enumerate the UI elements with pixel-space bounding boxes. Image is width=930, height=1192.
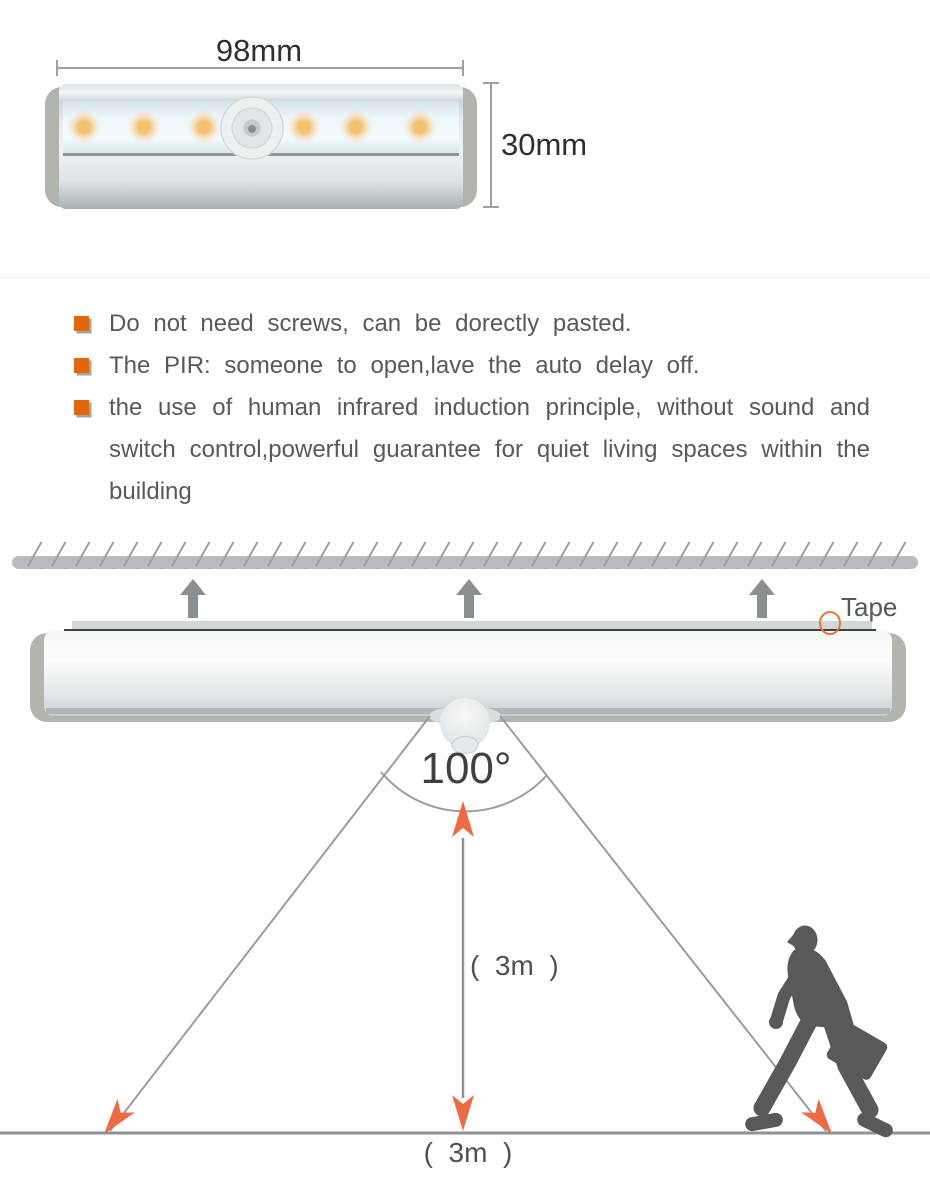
measure-arrowheads — [95, 801, 840, 1141]
bullet-square-icon — [74, 400, 89, 415]
detection-angle-label: 100° — [420, 744, 512, 793]
pir-sensor-front — [221, 97, 283, 159]
bullet-square-icon — [74, 358, 89, 373]
orange-arrowhead-icon — [452, 801, 474, 837]
light-bar-front-view — [45, 84, 477, 209]
ceiling-hatching — [22, 542, 912, 569]
mounting-height-label: ( 3m ) — [470, 950, 559, 981]
feature-item — [74, 303, 870, 345]
up-arrow-icon — [749, 579, 775, 618]
light-bar-side-view — [30, 612, 906, 754]
mounting-arrows — [180, 579, 775, 618]
width-dimension-label: 98mm — [215, 33, 303, 68]
tape-label: Tape — [841, 592, 898, 622]
feature-text: the use of human infrared induction principle, without sound and switch control,powerful guarantee for quiet living spaces within the building — [109, 394, 870, 505]
orange-arrowhead-icon — [452, 1095, 474, 1131]
ceiling — [12, 542, 918, 569]
section-divider — [0, 277, 930, 278]
feature-item — [74, 387, 870, 513]
detection-range-label: ( 3m ) — [423, 1137, 513, 1168]
feature-text: Do not need screws, can be dorectly pasted. — [109, 310, 632, 337]
installation-diagram — [0, 530, 930, 1192]
feature-list — [74, 303, 870, 513]
up-arrow-icon — [180, 579, 206, 618]
height-dimension-line — [483, 83, 499, 207]
up-arrow-icon — [456, 579, 482, 618]
feature-item — [74, 345, 870, 387]
bullet-square-icon — [74, 316, 89, 331]
height-dimension-label: 30mm — [501, 127, 588, 162]
adhesive-tape-strip — [72, 621, 872, 630]
feature-text: The PIR: someone to open,lave the auto delay off. — [109, 352, 700, 379]
cone-left-line — [110, 716, 430, 1131]
